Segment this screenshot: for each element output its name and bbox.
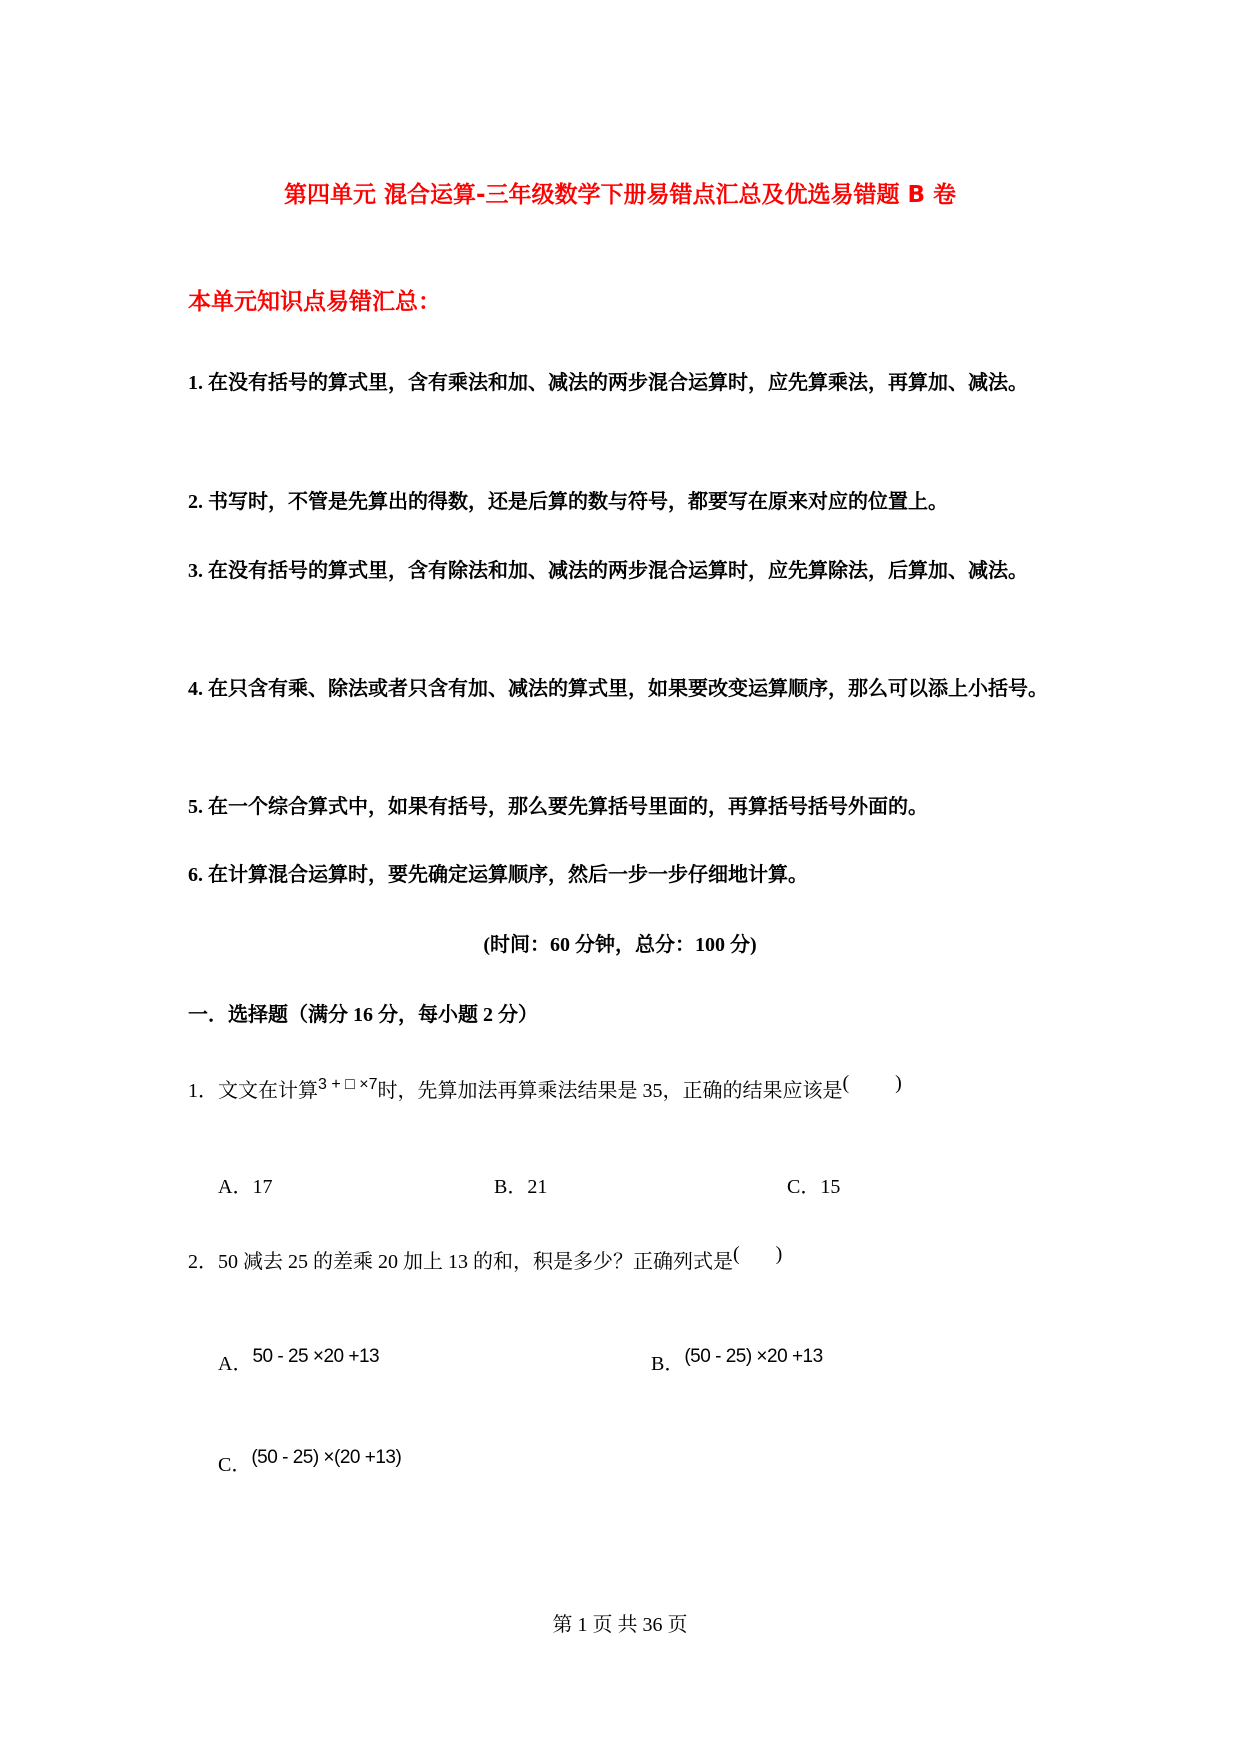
question-2-option-c[interactable] bbox=[218, 1448, 401, 1477]
document-title: 第四单元 混合运算-三年级数学下册易错点汇总及优选易错题 B 卷 bbox=[283, 182, 957, 208]
question-text: 文文在计算 bbox=[218, 1080, 318, 1102]
knowledge-point-3 bbox=[188, 546, 1068, 596]
point-text: 在一个综合算式中，如果有括号，那么要先算括号里面的，再算括号括号外面的。 bbox=[203, 796, 928, 818]
knowledge-point-6 bbox=[188, 850, 1068, 900]
point-text: 在计算混合运算时，要先确定运算顺序，然后一步一步仔细地计算。 bbox=[203, 864, 808, 886]
question-number: 1． bbox=[188, 1080, 218, 1102]
section-heading: 本单元知识点易错汇总： bbox=[188, 289, 441, 315]
question-2 bbox=[188, 1245, 782, 1274]
part-heading: 一．选择题（满分 16 分，每小题 2 分） bbox=[188, 1004, 538, 1026]
option-value: 17 bbox=[252, 1176, 273, 1198]
point-text: 在没有括号的算式里，含有除法和加、减法的两步混合运算时，应先算除法，后算加、减法。 bbox=[203, 560, 1028, 582]
exam-time-info: (时间：60 分钟，总分：100 分) bbox=[483, 934, 757, 956]
knowledge-point-2 bbox=[188, 477, 1068, 527]
option-formula: 50 - 25 ×20 +13 bbox=[252, 1346, 380, 1367]
answer-paren-close: ) bbox=[895, 1072, 902, 1094]
option-label: B． bbox=[494, 1176, 528, 1198]
point-number: 6. bbox=[188, 864, 203, 886]
point-text: 书写时，不管是先算出的得数，还是后算的数与符号，都要写在原来对应的位置上。 bbox=[203, 491, 948, 513]
option-label: B． bbox=[651, 1353, 685, 1375]
point-text: 在没有括号的算式里，含有乘法和加、减法的两步混合运算时，应先算乘法，再算加、减法。 bbox=[203, 372, 1028, 394]
knowledge-point-5 bbox=[188, 782, 1068, 832]
option-formula: (50 - 25) ×(20 +13) bbox=[251, 1447, 402, 1468]
question-text: 50 减去 25 的差乘 20 加上 13 的和，积是多少？正确列式是 bbox=[218, 1251, 733, 1273]
question-1-option-a[interactable] bbox=[218, 1170, 272, 1199]
option-label: A． bbox=[218, 1176, 253, 1198]
point-text: 在只含有乘、除法或者只含有加、减法的算式里，如果要改变运算顺序，那么可以添上小括号。 bbox=[203, 678, 1048, 700]
option-label: A． bbox=[218, 1353, 253, 1375]
question-2-option-b[interactable] bbox=[651, 1347, 823, 1376]
question-math: 3 + □ ×7 bbox=[318, 1076, 378, 1093]
knowledge-point-4 bbox=[188, 664, 1068, 714]
answer-paren-close: ) bbox=[775, 1243, 783, 1265]
question-2-option-a[interactable] bbox=[218, 1347, 379, 1376]
point-number: 2. bbox=[188, 491, 203, 513]
option-label: C． bbox=[218, 1454, 252, 1476]
point-number: 4. bbox=[188, 678, 203, 700]
question-text: 时，先算加法再算乘法结果是 35，正确的结果应该是 bbox=[377, 1080, 843, 1102]
answer-paren-open: ( bbox=[842, 1072, 850, 1094]
page-footer: 第 1 页 共 36 页 bbox=[552, 1614, 688, 1636]
option-label: C． bbox=[787, 1176, 821, 1198]
point-number: 1. bbox=[188, 372, 203, 394]
question-1-option-c[interactable] bbox=[787, 1170, 840, 1199]
question-number: 2． bbox=[188, 1251, 218, 1273]
knowledge-point-1 bbox=[188, 358, 1068, 408]
question-1-option-b[interactable] bbox=[494, 1170, 547, 1199]
option-formula: (50 - 25) ×20 +13 bbox=[684, 1346, 823, 1367]
question-1 bbox=[188, 1074, 902, 1103]
point-number: 5. bbox=[188, 796, 203, 818]
option-value: 21 bbox=[527, 1176, 548, 1198]
option-value: 15 bbox=[820, 1176, 841, 1198]
answer-paren-open: ( bbox=[733, 1243, 740, 1265]
point-number: 3. bbox=[188, 560, 203, 582]
